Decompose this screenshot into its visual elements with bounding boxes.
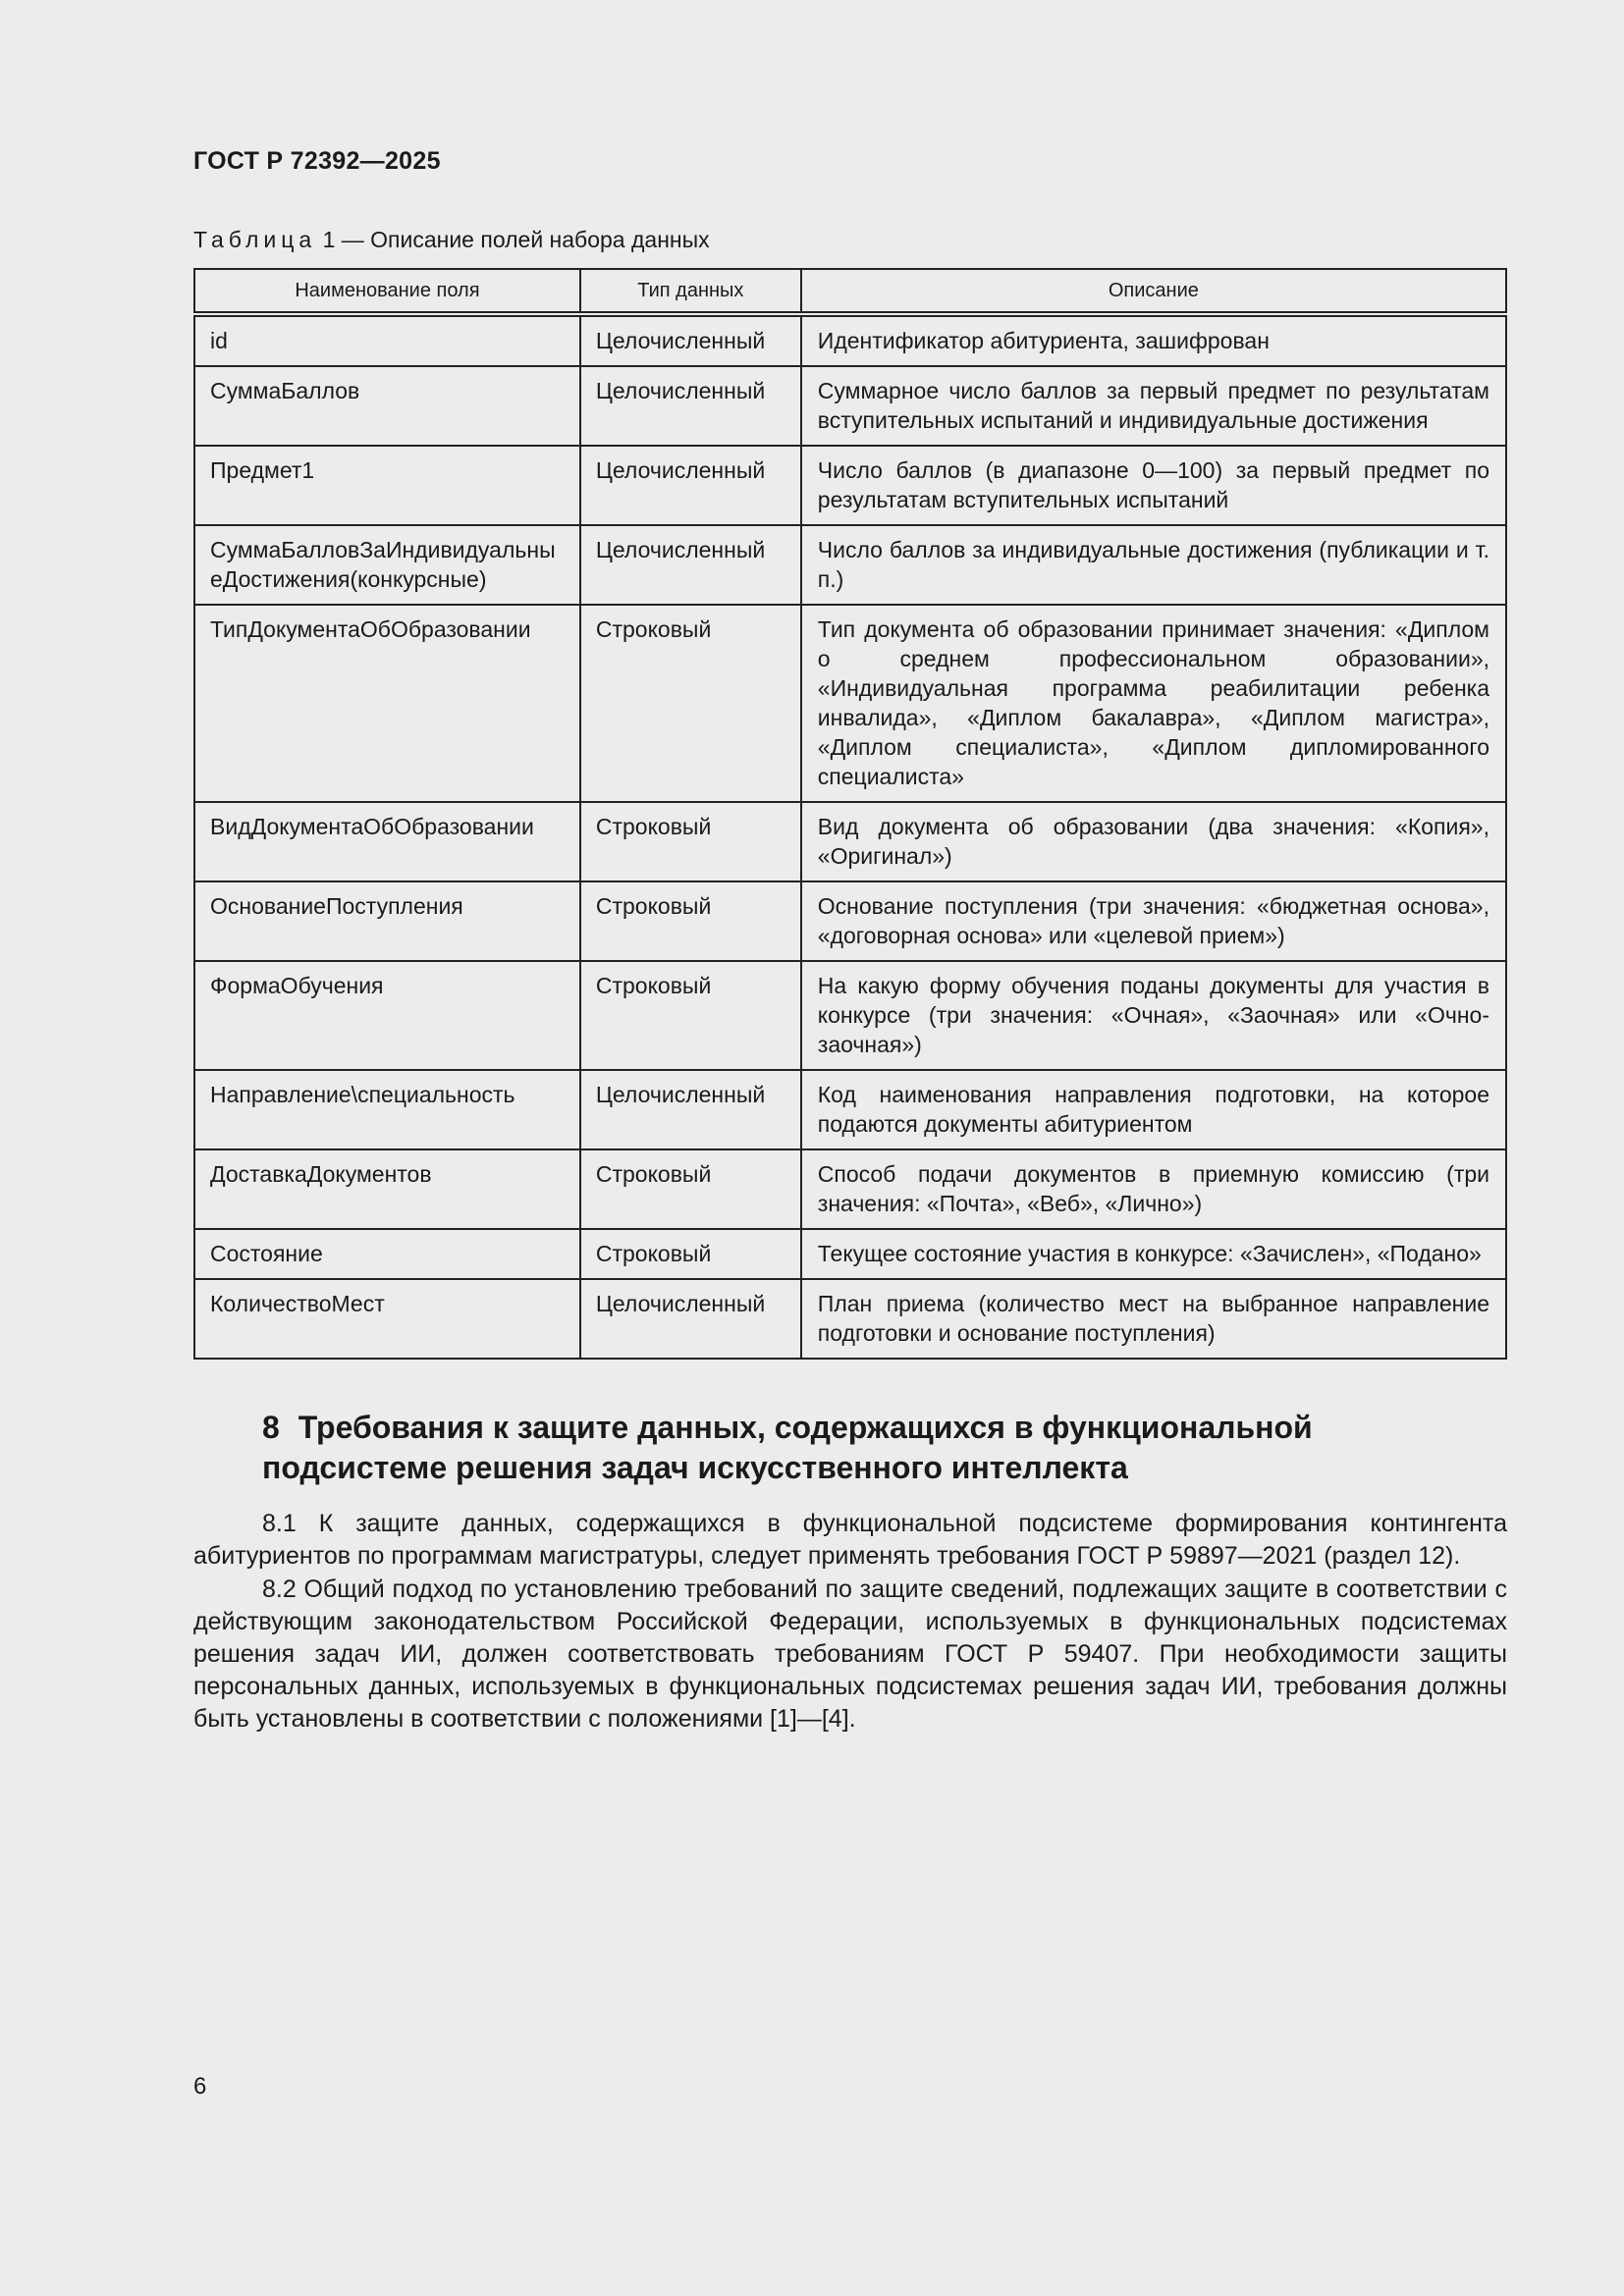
- table-caption: [193, 227, 710, 253]
- section-title: Требования к защите данных, содержащихся в функциональной подсистеме решения задач искусственного интеллекта: [262, 1410, 1313, 1485]
- table-row: [194, 1070, 1506, 1149]
- field-name-cell: ВидДокументаОбОбразовании: [194, 802, 580, 881]
- description-cell: Число баллов за индивидуальные достижения (публикации и т. п.): [801, 525, 1506, 605]
- table-row: [194, 802, 1506, 881]
- dataset-fields-table: [193, 268, 1507, 1360]
- data-type-cell: Целочисленный: [580, 446, 801, 525]
- field-name-cell: ОснованиеПоступления: [194, 881, 580, 961]
- description-cell: План приема (количество мест на выбранное направление подготовки и основание поступления): [801, 1279, 1506, 1359]
- table-row: [194, 366, 1506, 446]
- section-body: [193, 1508, 1507, 1735]
- column-header-data-type: Тип данных: [580, 269, 801, 314]
- description-cell: На какую форму обучения поданы документы для участия в конкурсе (три значения: «Очная», «Заочная» или «Очно-заочная»): [801, 961, 1506, 1070]
- table-row: [194, 525, 1506, 605]
- description-cell: Число баллов (в диапазоне 0—100) за первый предмет по результатам вступительных испытаний: [801, 446, 1506, 525]
- description-cell: Идентификатор абитуриента, зашифрован: [801, 314, 1506, 366]
- page-number: 6: [193, 2073, 207, 2100]
- document-code: ГОСТ Р 72392—2025: [193, 147, 441, 175]
- data-type-cell: Целочисленный: [580, 1279, 801, 1359]
- description-cell: Вид документа об образовании (два значения: «Копия», «Оригинал»): [801, 802, 1506, 881]
- field-name-cell: СуммаБалловЗаИндивидуальныеДостижения(конкурсные): [194, 525, 580, 605]
- description-cell: Суммарное число баллов за первый предмет по результатам вступительных испытаний и индивидуальные достижения: [801, 366, 1506, 446]
- section-number: 8: [262, 1410, 280, 1445]
- section-heading: [262, 1408, 1440, 1488]
- data-type-cell: Строковый: [580, 961, 801, 1070]
- description-cell: Код наименования направления подготовки, на которое подаются документы абитуриентом: [801, 1070, 1506, 1149]
- paragraph: 8.1 К защите данных, содержащихся в функциональной подсистеме формирования контингента абитуриентов по программам магистратуры, следует применять требования ГОСТ Р 59897—2021 (раздел 12).: [193, 1510, 1507, 1570]
- table-row: [194, 446, 1506, 525]
- data-type-cell: Целочисленный: [580, 525, 801, 605]
- data-type-cell: Целочисленный: [580, 1070, 801, 1149]
- table-row: [194, 961, 1506, 1070]
- data-type-cell: Строковый: [580, 881, 801, 961]
- data-type-cell: Строковый: [580, 605, 801, 802]
- field-name-cell: ДоставкаДокументов: [194, 1149, 580, 1229]
- data-type-cell: Целочисленный: [580, 366, 801, 446]
- table-row: [194, 1229, 1506, 1279]
- paragraph: 8.2 Общий подход по установлению требований по защите сведений, подлежащих защите в соответствии с действующим законодательством Российской Федерации, используемых в функциональных подсистемах решения задач ИИ, должен соответствовать требованиям ГОСТ Р 59407. При необходимости защиты персональных данных, используемых в функциональных подсистемах решения задач ИИ, требования должны быть установлены в соответствии с положениями [1]—[4].: [193, 1575, 1507, 1733]
- table-caption-word: Таблица: [193, 227, 317, 252]
- field-name-cell: Состояние: [194, 1229, 580, 1279]
- description-cell: Способ подачи документов в приемную комиссию (три значения: «Почта», «Веб», «Лично»): [801, 1149, 1506, 1229]
- table-caption-text: 1 — Описание полей набора данных: [316, 227, 710, 252]
- field-name-cell: СуммаБаллов: [194, 366, 580, 446]
- table-header-row: [194, 269, 1506, 314]
- data-type-cell: Строковый: [580, 802, 801, 881]
- description-cell: Тип документа об образовании принимает значения: «Диплом о среднем профессиональном образовании», «Индивидуальная программа реабилитации ребенка инвалида», «Диплом бакалавра», «Диплом магистра», «Диплом специалиста», «Диплом дипломированного специалиста»: [801, 605, 1506, 802]
- field-name-cell: Направление\специальность: [194, 1070, 580, 1149]
- column-header-description: Описание: [801, 269, 1506, 314]
- data-type-cell: Строковый: [580, 1229, 801, 1279]
- field-name-cell: КоличествоМест: [194, 1279, 580, 1359]
- table-row: [194, 1279, 1506, 1359]
- field-name-cell: id: [194, 314, 580, 366]
- table-row: [194, 1149, 1506, 1229]
- description-cell: Текущее состояние участия в конкурсе: «Зачислен», «Подано»: [801, 1229, 1506, 1279]
- data-type-cell: Целочисленный: [580, 314, 801, 366]
- data-type-cell: Строковый: [580, 1149, 801, 1229]
- description-cell: Основание поступления (три значения: «бюджетная основа», «договорная основа» или «целевой прием»): [801, 881, 1506, 961]
- column-header-field-name: Наименование поля: [194, 269, 580, 314]
- field-name-cell: ТипДокументаОбОбразовании: [194, 605, 580, 802]
- field-name-cell: Предмет1: [194, 446, 580, 525]
- table-row: [194, 881, 1506, 961]
- table-row: [194, 314, 1506, 366]
- table-row: [194, 605, 1506, 802]
- field-name-cell: ФормаОбучения: [194, 961, 580, 1070]
